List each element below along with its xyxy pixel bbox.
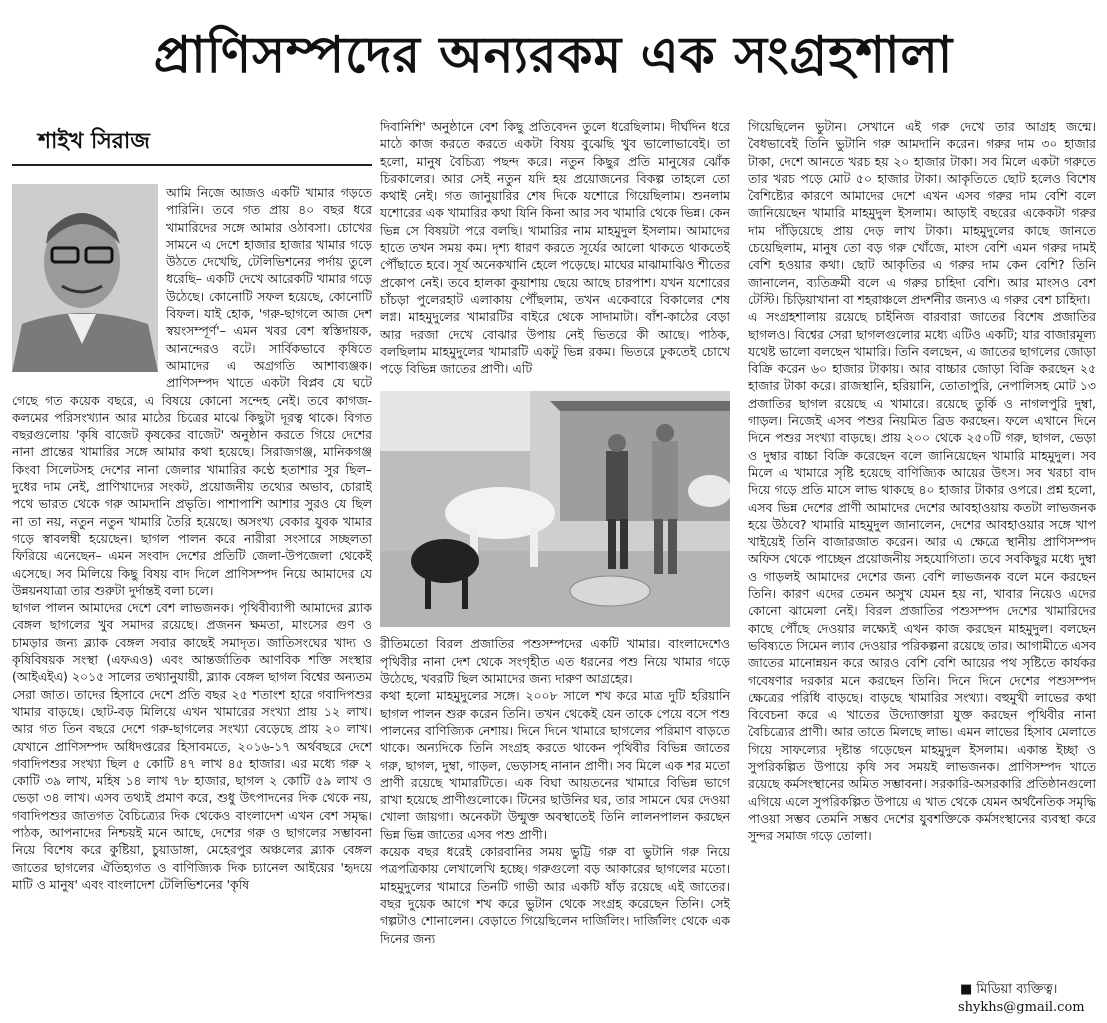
author-credit: ■ মিডিয়া ব্যক্তিত্ব। [960,982,1058,997]
author-photo [12,184,158,372]
headline: প্রাণিসম্পদের অন্যরকম এক সংগ্রহশালা [153,26,954,84]
column-1-text: আমি নিজে আজও একটি খামার গড়তে পারিনি। তবে গত প্রায় ৪০ বছর ধরে খামারিদের সঙ্গে আমার ওঠাবসা। চোখের সামনে এ দেশে হাজার হাজার খামার গড়ে উঠতে দেখেছি, টেলিভিশনের পর্দায় তুলে ধরেছি– একটি দেখে আরেকটি খামার গড়ে উঠেছে। কোনোটি সফল হয়েছে, কোনোটি বিফল। যাই হোক, 'গরু-ছাগলে আজ দেশ স্বয়ংসম্পূর্ণ'– এমন খবর বেশ স্বস্তিদায়ক, আনন্দেরও বটে। সার্বিকভাবে কৃষিতে আমাদের এ অগ্রগতি আশাব্যঞ্জক। প্রাণিসম্পদ খাতে একটা বিপ্লব যে ঘটে গেছে গত কয়েক বছরে, এ বিষয়ে কোনো সন্দেহ নেই। তবে কাগজ-কলমের পরিসংখ্যান আর মাঠের চিত্রের মাঝে কিছুটা দূরত্ব থাকে। বিগত বছরগুলোয় 'কৃষি বাজেট কৃষকের বাজেট' অনুষ্ঠান করতে গিয়ে দেশের নানা প্রান্তের খামারির সঙ্গে আমার কথা হয়েছে। সিরাজগঞ্জ, মানিকগঞ্জ কিংবা সিলেটসহ দেশের নানা জেলার খামারির কণ্ঠে হতাশার সুর ছিল– দুধের দাম নেই, প্রাণিখাদ্যের সংকট, প্রয়োজনীয় তথ্যের অভাব, চোরাই পথে ভারত থেকে গরু আমদানি প্রভৃতি। পাশাপাশি আশার সুরও যে ছিল না তা নয়, নতুন নতুন খামারি তৈরি হয়েছে। অসংখ্য বেকার যুবক খামার গড়ে স্বাবলম্বী হয়েছেন। ছাগল পালন করে নারীরা সংসারে সচ্ছলতা ফিরিয়ে এনেছেন– এমন সংবাদ দেশের প্রতিটি জেলা-উপজেলা থেকেই এসেছে। সব মিলিয়ে কিছু বিষয় বাদ দিলে প্রাণিসম্পদ নিয়ে আমাদের যে উন্নয়নযাত্রা তার শুরুটা দুর্দান্তই বলা চলে। ছাগল পালন আমাদের দেশে বেশ লাভজনক। পৃথিবীব্যাপী আমাদের ব্ল্যাক বেঙ্গল ছাগলের খুব সমাদর রয়েছে। প্রজনন ক্ষমতা, মাংসের গুণ ও চামড়ার জন্য ব্ল্যাক বেঙ্গল সবার কাছেই সমাদৃত। জাতিসংঘের খাদ্য ও কৃষিবিষয়ক সংস্থা (এফএও) এবং আন্তর্জাতিক আণবিক শক্তি সংস্থার (আইএইএ) ২০১৫ সালের তথ্যানুযায়ী, ব্ল্যাক বেঙ্গল ছাগল বিশ্বের অন্যতম সেরা জাত। তাদের হিসাবে দেশে প্রতি বছর ২৫ শতাংশ হারে গবাদিপশুর খামার বাড়ছে। ছোট-বড় মিলিয়ে এখন খামারের সংখ্যা প্রায় ১২ লাখ। আর গত তিন বছরে দেশে গরু-ছাগলের সংখ্যা বেড়েছে প্রায় ২০ লাখ। যেখানে প্রাণিসম্পদ অধিদপ্তরের হিসাবমতে, ২০১৬-১৭ অর্থবছরে দেশে গবাদিপশুর সংখ্যা ছিল ৫ কোটি ৪৭ লাখ ৪৫ হাজার। এর মধ্যে গরু ২ কোটি ৩৯ লাখ, মহিষ ১৪ লাখ ৭৮ হাজার, ছাগল ২ কোটি ৫৯ লাখ ও ভেড়া ৩৪ লাখ। এসব তথ্যই প্রমাণ করে, শুধু উৎপাদনের দিক থেকে নয়, গবাদিপশুর জাতগত বৈচিত্র্যের দিক থেকেও বাংলাদেশ এখন বেশ সমৃদ্ধ। পাঠক, আপনাদের নিশ্চয়ই মনে আছে, দেশের গরু ও ছাগলের সম্ভাবনা নিয়ে বিশেষ করে কুষ্টিয়া, চুয়াডাঙ্গা, মেহেরপুর অঞ্চলের ব্ল্যাক বেঙ্গল জাতের ছাগলের ঐতিহ্যগত ও বাণিজ্যিক দিক চ্যানেল আইয়ের 'হৃদয়ে মাটি ও মানুষ' এবং বাংলাদেশ টেলিভিশনের 'কৃষি [12,185,372,892]
byline-rule [12,164,372,166]
article-column-2 [380,118,730,1020]
column-2-text-bottom: রীতিমতো বিরল প্রজাতির পশুসম্পদের একটি খামার। বাংলাদেশেও পৃথিবীর নানা দেশ থেকে সংগৃহীত এত ধরনের পশু নিয়ে খামার গড়ে উঠেছে, খবরটি ছিল আমাদের জন্য দারুণ আগ্রহের। কথা হলো মাহমুদুলের সঙ্গে। ২০০৮ সালে শখ করে মাত্র দুটি হরিয়ানি ছাগল পালন শুরু করেন তিনি। তখন থেকেই যেন তাকে পেয়ে বসে পশু পালনের বাণিজ্যিক নেশায়। দিনে দিনে খামারে ছাগলের পরিমাণ বাড়তে থাকে। অন্যদিকে তিনি সংগ্রহ করতে থাকেন পৃথিবীর বিভিন্ন জাতের গরু, ছাগল, দুম্বা, গাড়ল, ভেড়াসহ নানান প্রাণী। সব মিলে এক শর মতো প্রাণী রয়েছে খামারটিতে। এক বিঘা আয়তনের খামারে বিভিন্ন ভাগে রাখা হয়েছে প্রাণীগুলোকে। টিনের ছাউনির ঘর, তার সামনে ঘের দেওয়া খোলা জায়গা। অনেকটা উন্মুক্ত অবস্থাতেই তিনি লালনপালন করছেন ভিন্ন ভিন্ন জাতের এসব পশু প্রাণী। কয়েক বছর ধরেই কোরবানির সময় ভুট্টি গরু বা ভুটানি গরু নিয়ে পত্রপত্রিকায় লেখালেখি হচ্ছে। গরুগুলো বড় আকারের ছাগলের মতো। মাহমুদুলের খামারে তিনটি গাভী আর একটি ষাঁড় রয়েছে এই জাতের। বছর দুয়েক আগে শখ করে ভুটান থেকে সংগ্রহ করেছেন তিনি। সেই গল্পটাও শোনালেন। বেড়াতে গিয়েছিলেন দার্জিলিং। দার্জিলিং থেকে এক দিনের জন্য [380,636,730,946]
article-column-3 [748,118,1096,978]
author-email: shykhs@gmail.com [958,1000,1085,1015]
byline: শাইখ সিরাজ [38,129,150,154]
column-2-text-top: দিবানিশি' অনুষ্ঠানে বেশ কিছু প্রতিবেদন তুলে ধরেছিলাম। দীর্ঘদিন ধরে মাঠে কাজ করতে করতে একটা বিষয় বুঝেছি খুব ভালোভাবেই। তা হলো, মানুষ বৈচিত্র্য পছন্দ করে। নতুন কিছুর প্রতি মানুষের ঝোঁক চিরকালের। আর সেই নতুন যদি হয় প্রয়োজনের বিকল্প তাহলে তো কথাই নেই। গত জানুয়ারির শেষ দিকে যশোরে গিয়েছিলাম। শুনলাম যশোরের এক খামারির কথা যিনি কিনা আর সব খামারি থেকে ভিন্ন। কেন ভিন্ন সে বিষয়টা পরে বলছি। খামারির নাম মাহমুদুল ইসলাম। আমাদের হাতে তখন সময় কম। দৃশ্য ধারণ করতে সূর্যের আলো থাকতে থাকতেই পৌঁছাতে হবে। সূর্য অনেকখানি হেলে পড়েছে। মাঘের মাঝামাঝিও শীতের প্রকোপ নেই। তবে হালকা কুয়াশায় ছেয়ে আছে চারপাশ। যখন যশোরের চাঁচড়া পুলেরহাট এলাকায় পৌঁছলাম, তখন একেবারে বিকালের শেষ লগ্ন। মাহমুদুলের খামারটির বাইরে থেকে সাদামাটা। বাঁশ-কাঠের বেড়া আর দরজা দেখে বোঝার উপায় নেই ভিতরে কী আছে। পাঠক, বলছিলাম মাহমুদুলের খামারটি একটু ভিন্ন রকম। ভিতরে ঢুকতেই চোখে পড়ে বিভিন্ন জাতের প্রাণী। এটি [380,119,730,377]
farm-animals-photo [380,391,730,627]
column-3-text: গিয়েছিলেন ভুটান। সেখানে এই গরু দেখে তার আগ্রহ জন্মে। বৈধভাবেই তিনি ভুটানি গরু আমদানি করেন। গরুর দাম ৩০ হাজার টাকা, দেশে আনতে খরচ হয় ২০ হাজার টাকা। সব মিলে একটা গরুতে তার খরচ পড়ে মোট ৫০ হাজার টাকা। আকৃতিতে ছোট হলেও বিশেষ বৈশিষ্ট্যের কারণে আমাদের দেশে এখন এসব গরুর দাম বেশি বলে জানিয়েছেন খামারি মাহমুদুল ইসলাম। আড়াই বছরের একেকটা গরুর দাম দাঁড়িয়েছে প্রায় দেড় লাখ টাকা। মাহমুদুলের কাছে জানতে চেয়েছিলাম, মানুষ তো বড় গরু খোঁজে, মাংস বেশি এমন গরুর দামই বেশি হওয়ার কথা। ছোট আকৃতির এ গরুর দাম কেন বেশি? তিনি জানালেন, ব্যতিক্রমী বলে এ গরুর চাহিদা বেশি। আর মাংসও বেশ টেস্টি। চিড়িয়াখানা বা শহরাঞ্চলে প্রদর্শনীর জন্যও এ গরুর বেশ চাহিদা। এ সংগ্রহশালায় রয়েছে চাইনিজ বারবারা জাতের বিশেষ প্রজাতির ছাগলও। বিশ্বের সেরা ছাগলগুলোর মধ্যে এটিও একটি; যার বাজারমূল্য যথেষ্ট ভালো বলছেন খামারি। তিনি বলছেন, এ জাতের ছাগলের জোড়া বিক্রি করেন ৬০ হাজার টাকায়। আর বাচ্চার জোড়া বিক্রি করছেন ২৫ হাজার টাকা করে। রাজস্থানি, হরিয়ানি, তোতাপুরি, নেপালিসহ মোট ১৩ প্রজাতির ছাগল রয়েছে এ খামারে। রয়েছে তুর্কি ও নাগলপুরি দুম্বা, গাড়ল। নিজেই এসব পশুর নিয়মিত ব্রিড করছেন। ফলে এখানে দিনে দিনে পশুর সংখ্যা বাড়ছে। প্রায় ২০০ থেকে ২৫০টি গরু, ছাগল, ভেড়া ও দুম্বার বাচ্চা বিক্রি করেছেন বলে জানিয়েছেন খামারি মাহমুদুল। সব মিলে এ খামারে সৃষ্টি হয়েছে বাণিজ্যিক আয়ের উৎস। সব খরচা বাদ দিয়ে গড়ে প্রতি মাসে লাভ থাকছে ৪০ হাজার টাকার ওপরে। প্রশ্ন হলো, এসব ভিন্ন দেশের প্রাণী আমাদের দেশের আবহাওয়ায় কতটা লাভজনক হয়ে উঠবে? খামারি মাহমুদুল জানালেন, দেশের আবহাওয়ার সঙ্গে খাপ খাইয়েই তিনি বাজারজাত করেন। আর এ ক্ষেত্রে স্থানীয় প্রাণিসম্পদ অফিস থেকে পাচ্ছেন প্রয়োজনীয় সহযোগিতা। তবে সবকিছুর মধ্যে দুম্বা ও গাড়লই আমাদের দেশের জন্য বেশি লাভজনক বলে মনে করছেন তিনি। কারণ এদের তেমন অসুখ যেমন হয় না, খাবার নিয়েও এদের কোনো ঝামেলা নেই। বিরল প্রজাতির পশুসম্পদ দেশের খামারিদের কাছে পৌঁছে দেওয়ার লক্ষ্যেই এখন কাজ করছেন মাহমুদুল। বলছেন ভবিষ্যতে সিমেন ল্যাব দেওয়ার পরিকল্পনা রয়েছে তার। আগামীতে এসব জাতের মানোন্নয়ন করে আরও বেশি বেশি আয়ের পথ সৃষ্টিতে কার্যকর গবেষণার দরকার মনে করছেন তিনি। দিনে দিনে দেশের পশুসম্পদ ক্ষেত্রের পরিধি বাড়ছে। বাড়ছে খামারির সংখ্যা। বহুমুখী লাভের কথা বিবেচনা করে এ খাতের উদ্যোক্তারা যুক্ত করছেন পৃথিবীর নানা বৈচিত্র্যের প্রাণী। আর তাতে মিলছে লাভ। এমন লাভের হিসাব মেলাতে গিয়ে সাফল্যের দৃষ্টান্ত গড়েছেন মাহমুদুল ইসলাম। একান্ত ইচ্ছা ও সুপরিকল্পিত উপায়ে কৃষি সব সময়ই লাভজনক। প্রাণিসম্পদ খাতে রয়েছে কর্মসংস্থানের অমিত সম্ভাবনা। সরকারি-অসরকারি প্রতিষ্ঠানগুলো এগিয়ে এলে সুপরিকল্পিত উপায়ে এ খাত থেকে যেমন অর্থনৈতিক সমৃদ্ধি পাওয়া সম্ভব তেমনি সম্ভব দেশের যুবশক্তিকে কর্মসংস্থানের ব্যবস্থা করে সুন্দর সমাজ গড়ে তোলা। [748,119,1096,844]
article-column-1 [12,184,372,1020]
